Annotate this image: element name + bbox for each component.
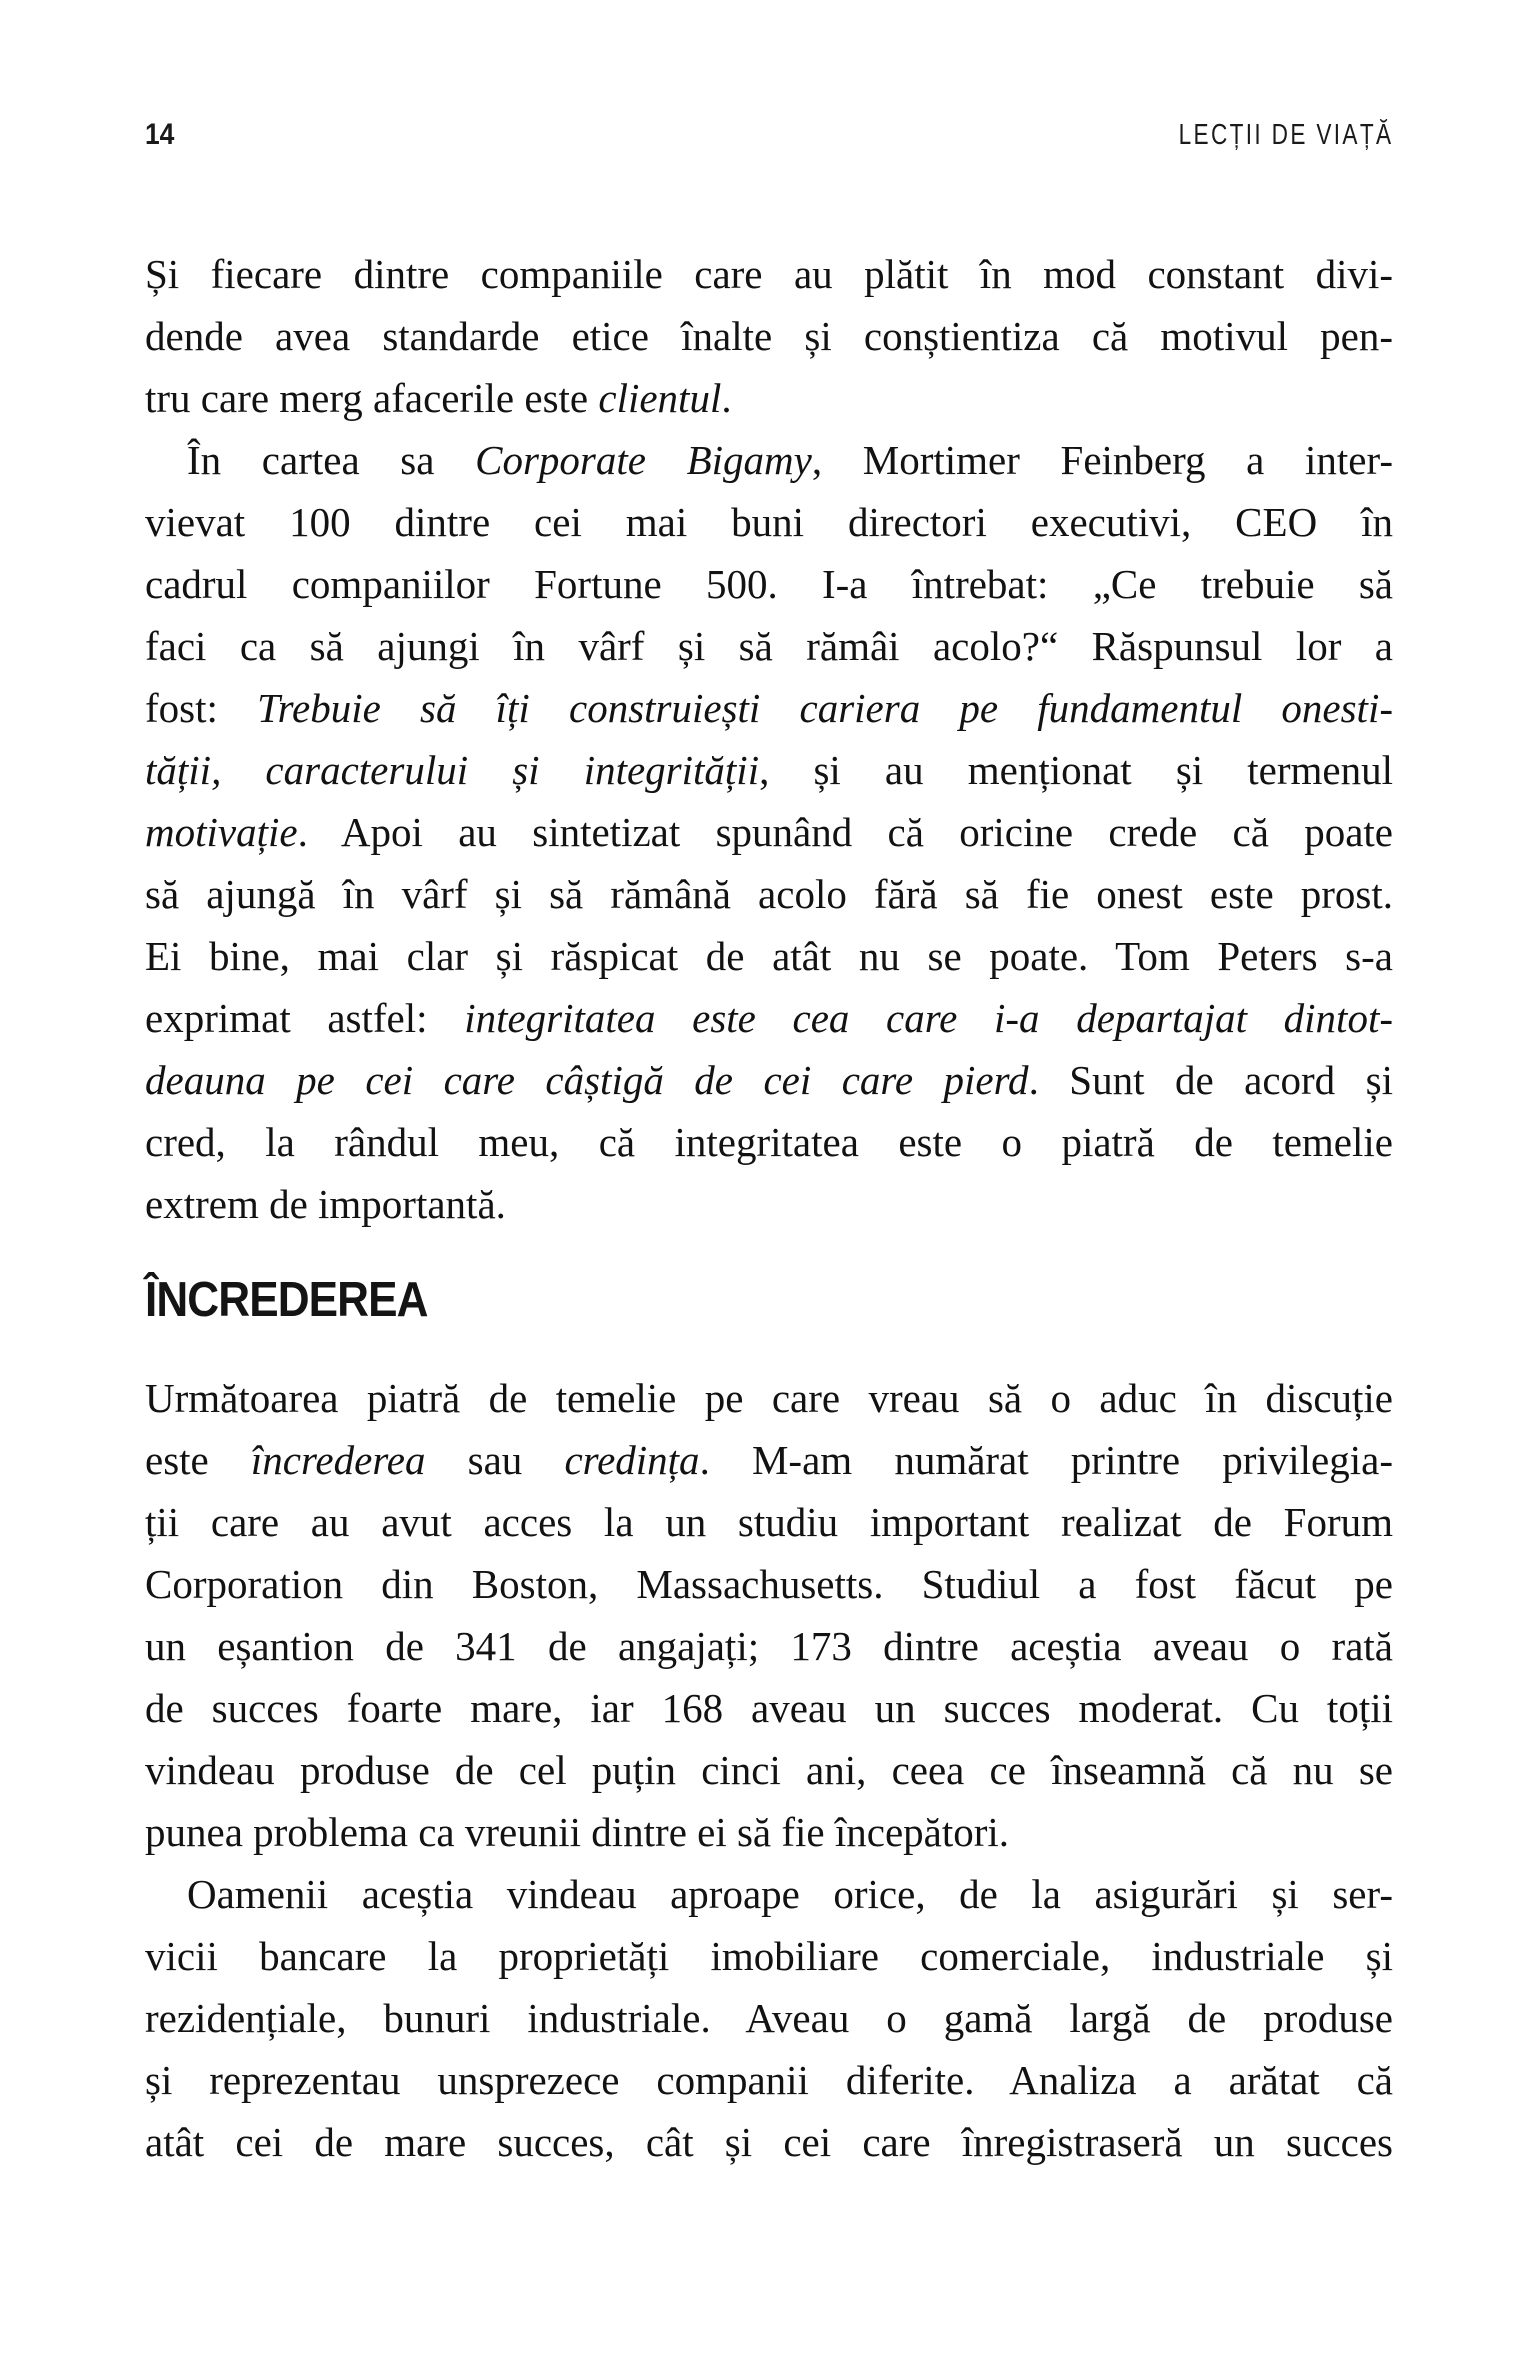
text-line xyxy=(145,553,1393,615)
text-run: extrem de importantă. xyxy=(145,1181,506,1227)
paragraph xyxy=(145,243,1393,429)
text-run: de succes foarte mare, iar 168 aveau un succes moderat. Cu toții xyxy=(145,1685,1393,1731)
text-line xyxy=(145,1049,1393,1111)
text-run: punea problema ca vreunii dintre ei să fie începători. xyxy=(145,1809,1010,1855)
italic-text-run: Corporate Bigamy xyxy=(475,437,812,483)
text-line xyxy=(145,1615,1393,1677)
text-run: vievat 100 dintre cei mai buni directori executivi, CEO în xyxy=(145,499,1393,545)
text-line xyxy=(145,863,1393,925)
text-line xyxy=(145,1863,1393,1925)
text-run: fost: xyxy=(145,685,258,731)
text-line xyxy=(145,1367,1393,1429)
text-line xyxy=(145,987,1393,1049)
text-run: un eșantion de 341 de angajați; 173 dintre aceștia aveau o rată xyxy=(145,1623,1393,1669)
text-line xyxy=(145,1173,1393,1235)
text-run: . M-am numărat printre privilegia- xyxy=(699,1437,1393,1483)
text-line xyxy=(145,2111,1393,2173)
text-line xyxy=(145,615,1393,677)
italic-text-run: încrederea xyxy=(250,1437,426,1483)
text-run: Ei bine, mai clar și răspicat de atât nu se poate. Tom Peters s-a xyxy=(145,933,1393,979)
text-run: . Apoi au sintetizat spunând că oricine crede că poate xyxy=(297,809,1393,855)
text-line xyxy=(145,1739,1393,1801)
text-run: exprimat astfel: xyxy=(145,995,465,1041)
text-line xyxy=(145,491,1393,553)
text-line xyxy=(145,1553,1393,1615)
italic-text-run: motivație xyxy=(145,809,298,855)
text-run: este xyxy=(145,1437,251,1483)
text-line xyxy=(145,1987,1393,2049)
text-run: Oamenii aceștia vindeau aproape orice, de la asigurări și ser- xyxy=(187,1871,1393,1917)
text-run: rezidențiale, bunuri industriale. Aveau o gamă largă de produse xyxy=(145,1995,1393,2041)
page-number: 14 xyxy=(145,118,175,151)
italic-text-run: deauna pe cei care câștigă de cei care pierd xyxy=(145,1057,1029,1103)
text-run: În cartea sa xyxy=(187,437,476,483)
text-run: sau xyxy=(425,1437,565,1483)
text-run: Următoarea piatră de temelie pe care vreau să o aduc în discuție xyxy=(145,1375,1393,1421)
italic-text-run: credința xyxy=(564,1437,700,1483)
text-run: faci ca să ajungi în vârf și să rămâi acolo?“ Răspunsul lor a xyxy=(145,623,1393,669)
text-run: , Mortimer Feinberg a inter- xyxy=(811,437,1393,483)
italic-text-run: tății, caracterului și integrității xyxy=(145,747,760,793)
text-line xyxy=(145,305,1393,367)
text-run: să ajungă în vârf și să rămână acolo fără să fie onest este prost. xyxy=(145,871,1393,917)
text-line xyxy=(145,1677,1393,1739)
text-run: vicii bancare la proprietăți imobiliare comerciale, industriale și xyxy=(145,1933,1393,1979)
text-run: vindeau produse de cel puțin cinci ani, ceea ce înseamnă că nu se xyxy=(145,1747,1393,1793)
text-run: Corporation din Boston, Massachusetts. Studiul a fost făcut pe xyxy=(145,1561,1393,1607)
italic-text-run: integritatea este cea care i-a departajat dintot- xyxy=(464,995,1393,1041)
italic-text-run: clientul xyxy=(598,375,722,421)
text-run: cadrul companiilor Fortune 500. I-a întrebat: „Ce trebuie să xyxy=(145,561,1393,607)
text-line xyxy=(145,367,1393,429)
running-title: LECȚII DE VIAȚĂ xyxy=(1178,119,1393,151)
text-run: și reprezentau unsprezece companii diferite. Analiza a arătat că xyxy=(145,2057,1393,2103)
text-run: tru care merg afacerile este xyxy=(145,375,599,421)
text-line xyxy=(145,1925,1393,1987)
text-line xyxy=(145,429,1393,491)
text-run: ții care au avut acces la un studiu important realizat de Forum xyxy=(145,1499,1393,1545)
text-line xyxy=(145,243,1393,305)
text-line xyxy=(145,1801,1393,1863)
paragraph xyxy=(145,1863,1393,2173)
text-run: , și au menționat și termenul xyxy=(759,747,1393,793)
paragraph xyxy=(145,1367,1393,1863)
text-run: atât cei de mare succes, cât și cei care înregistraseră un succes xyxy=(145,2119,1393,2165)
text-run: . Sunt de acord și xyxy=(1028,1057,1393,1103)
text-line xyxy=(145,2049,1393,2111)
text-line xyxy=(145,925,1393,987)
text-line xyxy=(145,1111,1393,1173)
running-header xyxy=(145,118,1393,152)
text-run: Și fiecare dintre companiile care au plătit în mod constant divi- xyxy=(145,251,1393,297)
text-run: cred, la rândul meu, că integritatea este o piatră de temelie xyxy=(145,1119,1393,1165)
page-body xyxy=(145,243,1393,2173)
italic-text-run: Trebuie să îți construiești cariera pe fundamentul onesti- xyxy=(257,685,1393,731)
text-run: dende avea standarde etice înalte și conștientiza că motivul pen- xyxy=(145,313,1393,359)
text-line xyxy=(145,801,1393,863)
text-line xyxy=(145,739,1393,801)
text-line xyxy=(145,677,1393,739)
text-line xyxy=(145,1491,1393,1553)
paragraph xyxy=(145,429,1393,1235)
section-heading: ÎNCREDEREA xyxy=(145,1273,428,1327)
text-run: . xyxy=(721,375,732,421)
text-line xyxy=(145,1429,1393,1491)
